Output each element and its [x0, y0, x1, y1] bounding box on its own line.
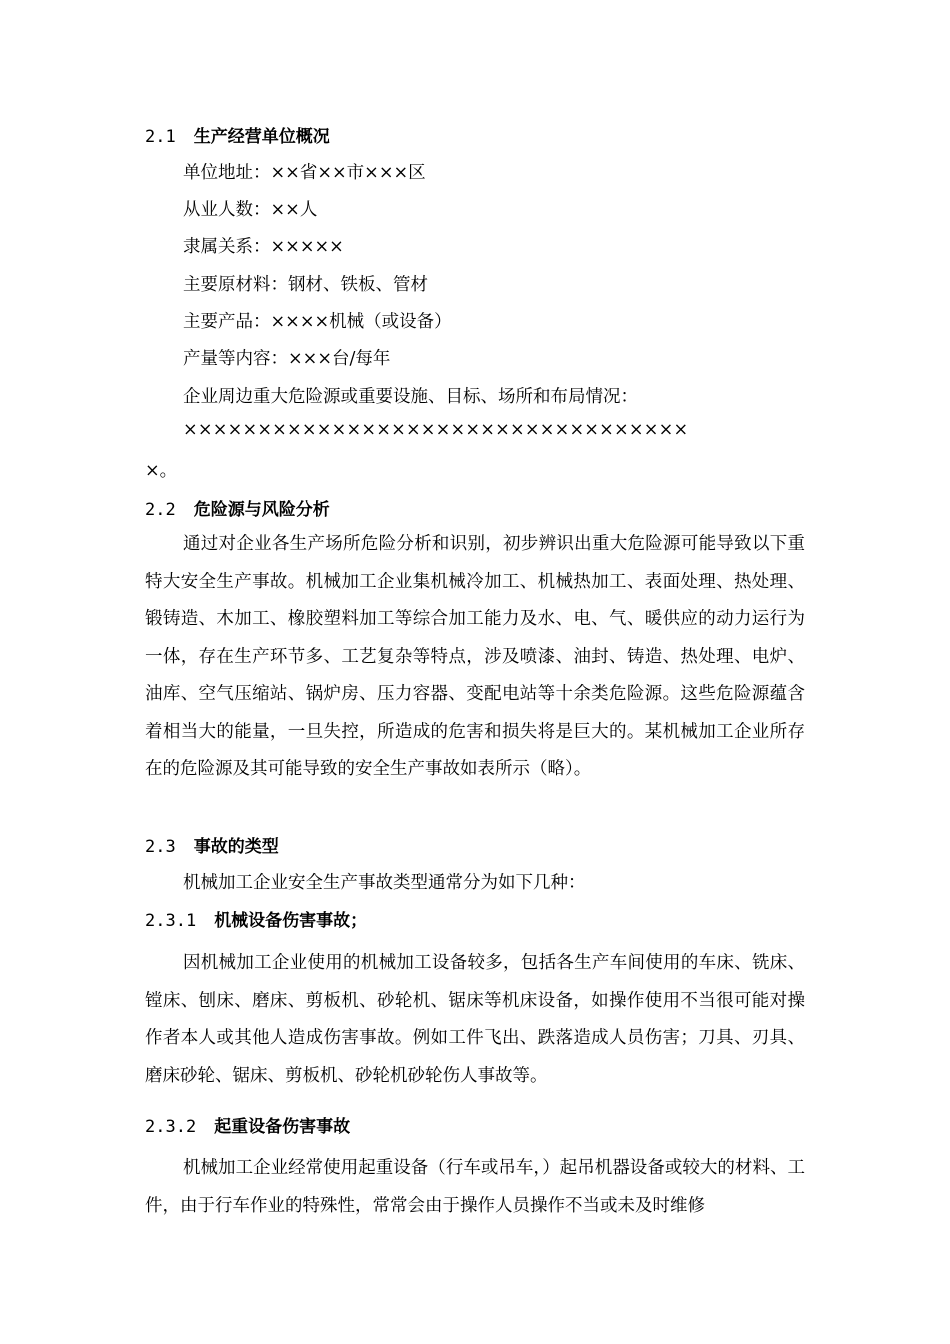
section-number: 2.3	[145, 837, 176, 857]
risk-paragraph: 通过对企业各生产场所危险分析和识别，初步辨识出重大危险源可能导致以下重特大安全生产事故。机械加工企业集机械冷加工、机械热加工、表面处理、热处理、锻铸造、木加工、橡胶塑料加工等综合加工能力及水、电、气、暖供应的动力运行为一体，存在生产环节多、工艺复杂等特点，涉及喷漆、油封、铸造、热处理、电炉、油库、空气压缩站、锅炉房、压力容器、变配电站等十余类危险源。这些危险源蕴含着相当大的能量，一旦失控，所造成的危害和损失将是巨大的。某机械加工企业所存在的危险源及其可能导致的安全生产事故如表所示（略）。	[145, 534, 805, 779]
section-number: 2.3.2	[145, 1117, 197, 1137]
section-heading-2-3	[145, 832, 279, 857]
overview-output: 产量等内容：×××台/每年	[183, 349, 391, 369]
overview-employees: 从业人数：××人	[183, 200, 318, 220]
section-title: 生产经营单位概况	[193, 127, 330, 147]
section-title: 危险源与风险分析	[193, 500, 330, 520]
section-heading-2-3-1	[145, 906, 367, 931]
lift-paragraph: 机械加工企业经常使用起重设备（行车或吊车，）起吊机器设备或较大的材料、工件，由于行车作业的特殊性，常常会由于操作人员操作不当或未及时维修	[145, 1158, 805, 1216]
overview-surroundings-value: ××××××××××××××××××××××××××××××××××	[183, 420, 689, 440]
types-intro: 机械加工企业安全生产事故类型通常分为如下几种：	[183, 873, 586, 893]
section-title: 事故的类型	[193, 837, 279, 857]
overview-address: 单位地址：××省××市×××区	[183, 163, 426, 183]
section-number: 2.1	[145, 127, 176, 147]
section-title: 机械设备伤害事故；	[214, 911, 368, 931]
section-title: 起重设备伤害事故	[214, 1117, 351, 1137]
section-heading-2-1	[145, 122, 330, 147]
overview-surroundings: 企业周边重大危险源或重要设施、目标、场所和布局情况：	[183, 387, 638, 407]
section-heading-2-3-2	[145, 1112, 350, 1137]
overview-surroundings-tail: ×。	[145, 461, 178, 481]
section-number: 2.3.1	[145, 911, 197, 931]
mech-paragraph: 因机械加工企业使用的机械加工设备较多，包括各生产车间使用的车床、铣床、镗床、刨床、磨床、剪板机、砂轮机、锯床等机床设备，如操作使用不当很可能对操作者本人或其他人造成伤害事故。例如工件飞出、跌落造成人员伤害；刀具、刃具、磨床砂轮、锯床、剪板机、砂轮机砂轮伤人事故等。	[145, 953, 805, 1086]
section-heading-2-2	[145, 495, 330, 520]
overview-products: 主要产品：××××机械（或设备）	[183, 312, 452, 332]
overview-affiliation: 隶属关系：×××××	[183, 237, 344, 257]
section-number: 2.2	[145, 500, 176, 520]
overview-materials: 主要原材料：钢材、铁板、管材	[183, 275, 428, 295]
